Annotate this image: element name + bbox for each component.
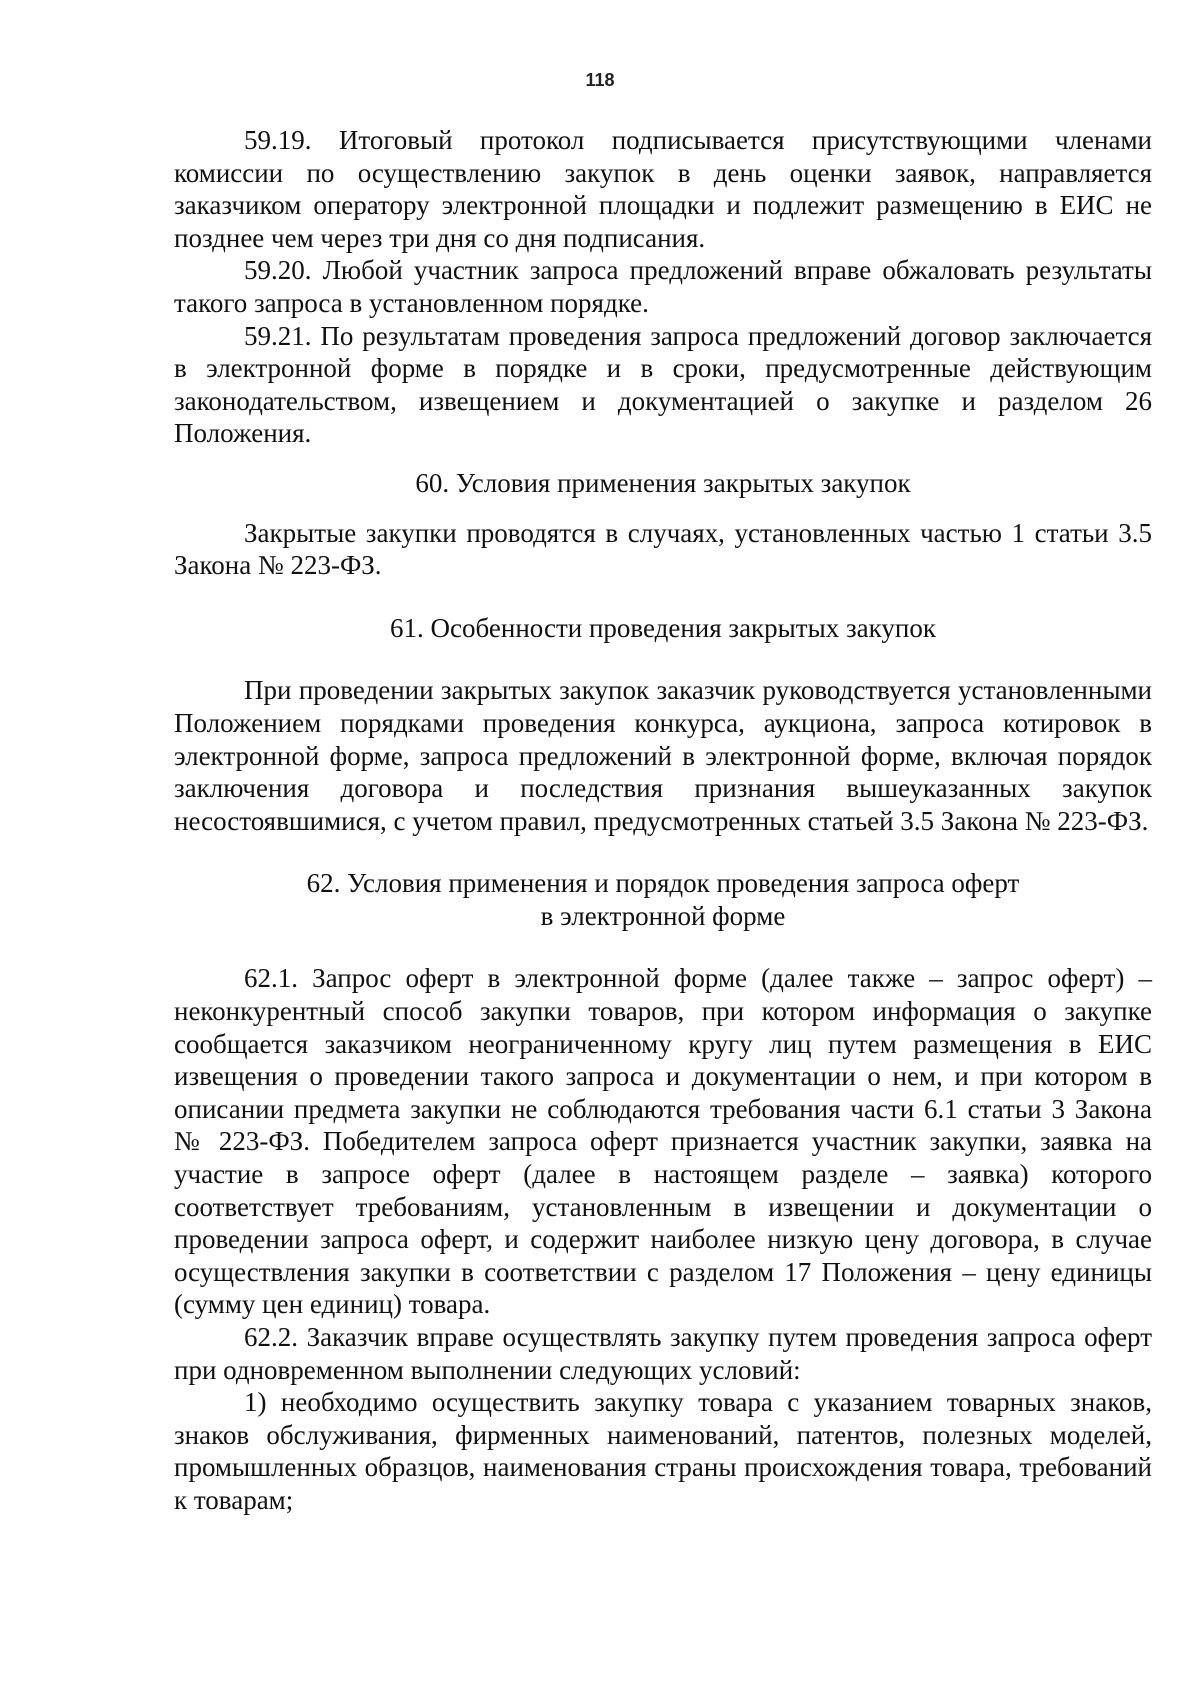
section-heading-62-line1: 62. Условия применения и порядок проведения запроса оферт [306,868,1020,899]
section-heading-62 [174,867,1152,932]
list-item-1: 1) необходимо осуществить закупку товара с указанием товарных знаков, знаков обслуживания, фирменных наименований, патентов, полезных моделей, промышленных образцов, наименования страны происхождения товара, требований к товарам; [174,1387,1152,1515]
section-heading-61: 61. Особенности проведения закрытых закупок [390,612,936,643]
paragraph-59-19: 59.19. Итоговый протокол подписывается присутствующими членами комиссии по осуществлению закупок в день оценки заявок, направляется заказчиком оператору электронной площадки и подлежит размещению в ЕИС не позднее чем через три дня со дня подписания. [174,125,1152,253]
paragraph-62-2: 62.2. Заказчик вправе осуществлять закупку путем проведения запроса оферт при одновременном выполнении следующих условий: [174,1322,1152,1385]
page-number: 118 [585,70,615,90]
paragraph-59-21: 59.21. По результатам проведения запроса предложений договор заключается в электронной форме в порядке и в сроки, предусмотренные действующим законодательством, извещением и документацией о закупке и разделом 26 Положения. [174,320,1152,449]
paragraph-59-20: 59.20. Любой участник запроса предложений вправе обжаловать результаты такого запроса в установленном порядке. [174,255,1152,318]
section-heading-60: 60. Условия применения закрытых закупок [415,467,911,498]
paragraph-62-1: 62.1. Запрос оферт в электронной форме (далее также – запрос оферт) – неконкурентный способ закупки товаров, при котором информация о закупке сообщается заказчиком неограниченному кругу лиц путем размещения в ЕИС извещения о проведении такого запроса и документации о нем, и при котором в описании предмета закупки не соблюдаются требования части 6.1 статьи 3 Закона № 223-ФЗ. Победителем запроса оферт признается участник закупки, заявка на участие в запросе оферт (далее в настоящем разделе – заявка) которого соответствует требованиям, установленным в извещении и документации о проведении запроса оферт, и содержит наиболее низкую цену договора, в случае осуществления закупки в соответствии с разделом 17 Положения – цену единицы (сумму цен единиц) товара. [174,963,1152,1320]
paragraph-60: Закрытые закупки проводятся в случаях, установленных частью 1 статьи 3.5 Закона № 223-ФЗ. [174,517,1152,581]
paragraph-61: При проведении закрытых закупок заказчик руководствуется установленными Положением порядками проведения конкурса, аукциона, запроса котировок в электронной форме, запроса предложений в электронной форме, включая порядок заключения договора и последствия признания вышеуказанных закупок несостоявшимися, с учетом правил, предусмотренных статьей 3.5 Закона № 223-ФЗ. [174,675,1152,836]
section-heading-62-line2: в электронной форме [540,900,786,931]
document-body [174,124,1152,1517]
